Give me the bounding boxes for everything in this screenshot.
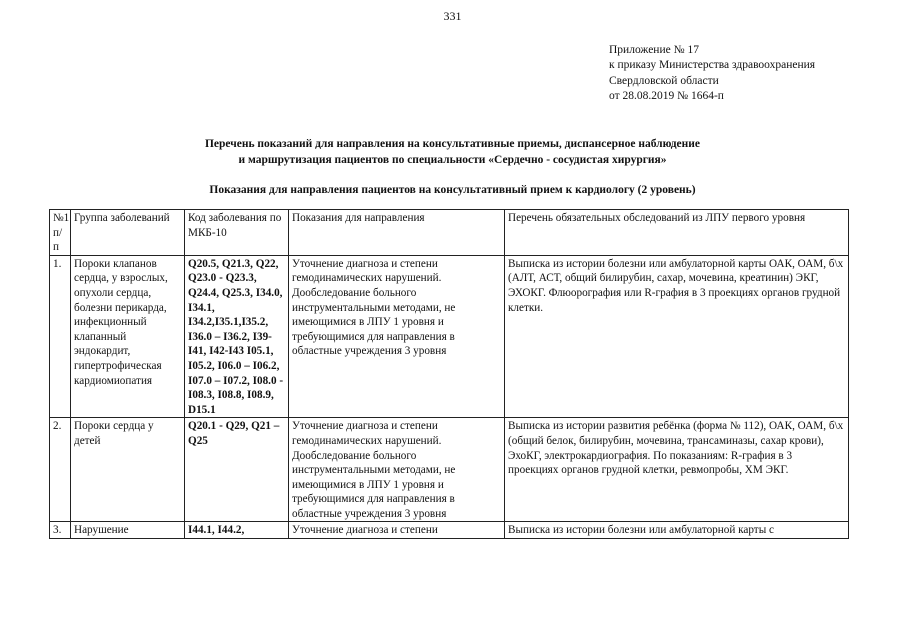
- row-group: Пороки клапанов сердца, у взрослых, опухоли сердца, болезни перикарда, инфекционный клапанный эндокардит, гипертрофическая кардиомиопатия: [71, 255, 185, 418]
- row-exams: Выписка из истории болезни или амбулаторной карты ОАК, ОАМ, б\х (АЛТ, АСТ, общий билирубин, сахар, мочевина, креатинин) ЭКГ, ЭХОКГ. Флюорография или R-графия в 3 проекциях органов грудной клетки.: [505, 255, 849, 418]
- row-exams: Выписка из истории развития ребёнка (форма № 112), ОАК, ОАМ, б\х (общий белок, билирубин, мочевина, трансаминазы, сахар крови), ЭхоКГ, электрокардиография. По показаниям: R-графия в 3 проекциях органов грудной клетки, ревмопробы, ХМ ЭКГ.: [505, 418, 849, 522]
- indications-table: [49, 209, 849, 539]
- page-number: 331: [443, 9, 462, 23]
- row-group: Пороки сердца у детей: [71, 418, 185, 522]
- row-num: 2.: [50, 418, 71, 522]
- document-title-line: Перечень показаний для направления на консультативные приемы, диспансерное наблюдение: [204, 138, 701, 150]
- header-code: Код заболевания по МКБ-10: [185, 210, 289, 256]
- table-row: [50, 522, 849, 539]
- appendix-line: Приложение № 17: [609, 44, 699, 56]
- appendix-line: от 28.08.2019 № 1664-п: [609, 90, 724, 103]
- header-num: №1 п/п: [50, 210, 71, 256]
- header-exams: Перечень обязательных обследований из ЛПУ первого уровня: [505, 210, 849, 256]
- appendix-line: к приказу Министерства здравоохранения: [609, 59, 816, 72]
- header-indications: Показания для направления: [289, 210, 505, 256]
- row-indications: Уточнение диагноза и степени: [289, 522, 505, 539]
- document-title-line: и маршрутизация пациентов по специальности «Сердечно - сосудистая хирургия»: [238, 153, 667, 166]
- row-num: 1.: [50, 255, 71, 418]
- row-code: I44.1, I44.2,: [185, 522, 289, 539]
- page-bottom-margin: [0, 583, 905, 640]
- row-exams: Выписка из истории болезни или амбулаторной карты с: [505, 522, 849, 539]
- section-title: Показания для направления пациентов на консультативный прием к кардиологу (2 уровень): [209, 184, 696, 196]
- table-row: [50, 255, 849, 418]
- row-indications: Уточнение диагноза и степени гемодинамических нарушений. Дообследование больного инструментальными методами, не имеющимися в ЛПУ 1 уровня и требующимися для направления в областные учреждения 3 уровня: [289, 418, 505, 522]
- table-row: [50, 418, 849, 522]
- appendix-line: Свердловской области: [609, 74, 719, 87]
- table-header-row: [50, 210, 849, 256]
- header-group: Группа заболеваний: [71, 210, 185, 256]
- row-code: Q20.5, Q21.3, Q22, Q23.0 - Q23.3, Q24.4, Q25.3, I34.0, I34.1, I34.2,I35.1,I35.2, I36.0 – I36.2, I39-I41, I42-I43 I05.1, I05.2, I06.0 – I06.2, I07.0 – I07.2, I08.0 - I08.3, I08.8, I08.9, D15.1: [185, 255, 289, 418]
- row-code: Q20.1 - Q29, Q21 – Q25: [185, 418, 289, 522]
- row-indications: Уточнение диагноза и степени гемодинамических нарушений. Дообследование больного инструментальными методами, не имеющимися в ЛПУ 1 уровня и требующимися для направления в областные учреждения 3 уровня: [289, 255, 505, 418]
- row-num: 3.: [50, 522, 71, 539]
- row-group: Нарушение: [71, 522, 185, 539]
- document-title: [0, 137, 905, 168]
- appendix-block: [609, 43, 815, 105]
